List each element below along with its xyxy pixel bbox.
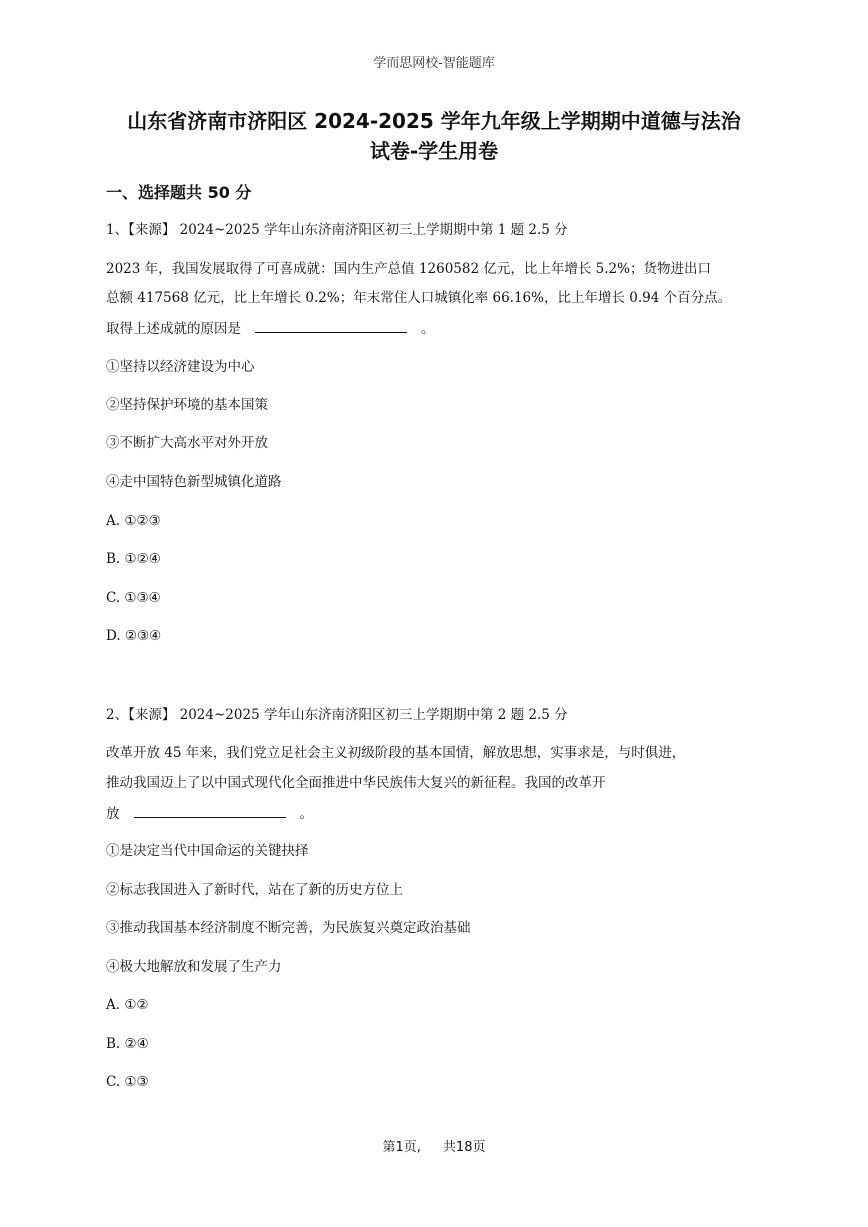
question-2-option-b[interactable]: B. ②④ <box>106 1036 149 1052</box>
question-2-statement-3: ③推动我国基本经济制度不断完善，为民族复兴奠定政治基础 <box>106 920 471 936</box>
question-1-option-a[interactable]: A. ①②③ <box>106 513 161 529</box>
exam-title <box>100 106 768 166</box>
question-1-statement-1: ①坚持以经济建设为中心 <box>106 359 255 375</box>
question-2-stem-line3 <box>106 803 313 824</box>
question-2-statement-4: ④极大地解放和发展了生产力 <box>106 959 282 975</box>
question-1-stem-suffix: 。 <box>421 321 435 337</box>
question-1-answer-blank[interactable] <box>255 318 407 333</box>
section-heading: 一、选择题共 50 分 <box>106 183 252 202</box>
question-1-source: 1、【来源】 2024~2025 学年山东济南济阳区初三上学期期中第 1 题 2.5 分 <box>106 222 568 238</box>
question-1-statement-4: ④走中国特色新型城镇化道路 <box>106 474 282 490</box>
question-1-stem-line2: 总额 417568 亿元，比上年增长 0.2%；年末常住人口城镇化率 66.16%，比上年增长 0.94 个百分点。 <box>106 290 732 306</box>
page-total: 共18页 <box>442 1140 486 1155</box>
question-1-stem-prefix: 取得上述成就的原因是 <box>106 321 241 337</box>
page-number: 第1页, <box>382 1140 421 1155</box>
question-2-option-c[interactable]: C. ①③ <box>106 1074 149 1090</box>
question-2-stem-prefix: 放 <box>106 806 120 822</box>
site-header: 学而思网校-智能题库 <box>373 56 495 71</box>
question-2-stem-suffix: 。 <box>299 806 313 822</box>
question-1-option-c[interactable]: C. ①③④ <box>106 590 161 606</box>
question-1-statement-2: ②坚持保护环境的基本国策 <box>106 397 268 413</box>
question-2-source: 2、【来源】 2024~2025 学年山东济南济阳区初三上学期期中第 2 题 2.5 分 <box>106 707 568 723</box>
exam-title-line2: 试卷-学生用卷 <box>369 139 499 163</box>
exam-title-line1: 山东省济南市济阳区 2024-2025 学年九年级上学期期中道德与法治 <box>127 109 741 133</box>
question-2-answer-blank[interactable] <box>134 803 286 818</box>
question-2-stem-line1: 改革开放 45 年来，我们党立足社会主义初级阶段的基本国情，解放思想，实事求是，与时俱进， <box>106 745 686 761</box>
question-1-option-b[interactable]: B. ①②④ <box>106 551 161 567</box>
question-1-statement-3: ③不断扩大高水平对外开放 <box>106 435 268 451</box>
question-2-option-a[interactable]: A. ①② <box>106 997 149 1013</box>
question-1-option-d[interactable]: D. ②③④ <box>106 628 162 644</box>
question-1-stem-line1: 2023 年，我国发展取得了可喜成就：国内生产总值 1260582 亿元，比上年增长 5.2%；货物进出口 <box>106 261 711 277</box>
question-1-stem-line3 <box>106 318 435 339</box>
question-2-stem-line2: 推动我国迈上了以中国式现代化全面推进中华民族伟大复兴的新征程。我国的改革开 <box>106 775 606 791</box>
page-footer <box>0 1136 868 1155</box>
question-2-statement-1: ①是决定当代中国命运的关键抉择 <box>106 843 309 859</box>
question-2-statement-2: ②标志我国进入了新时代，站在了新的历史方位上 <box>106 882 403 898</box>
